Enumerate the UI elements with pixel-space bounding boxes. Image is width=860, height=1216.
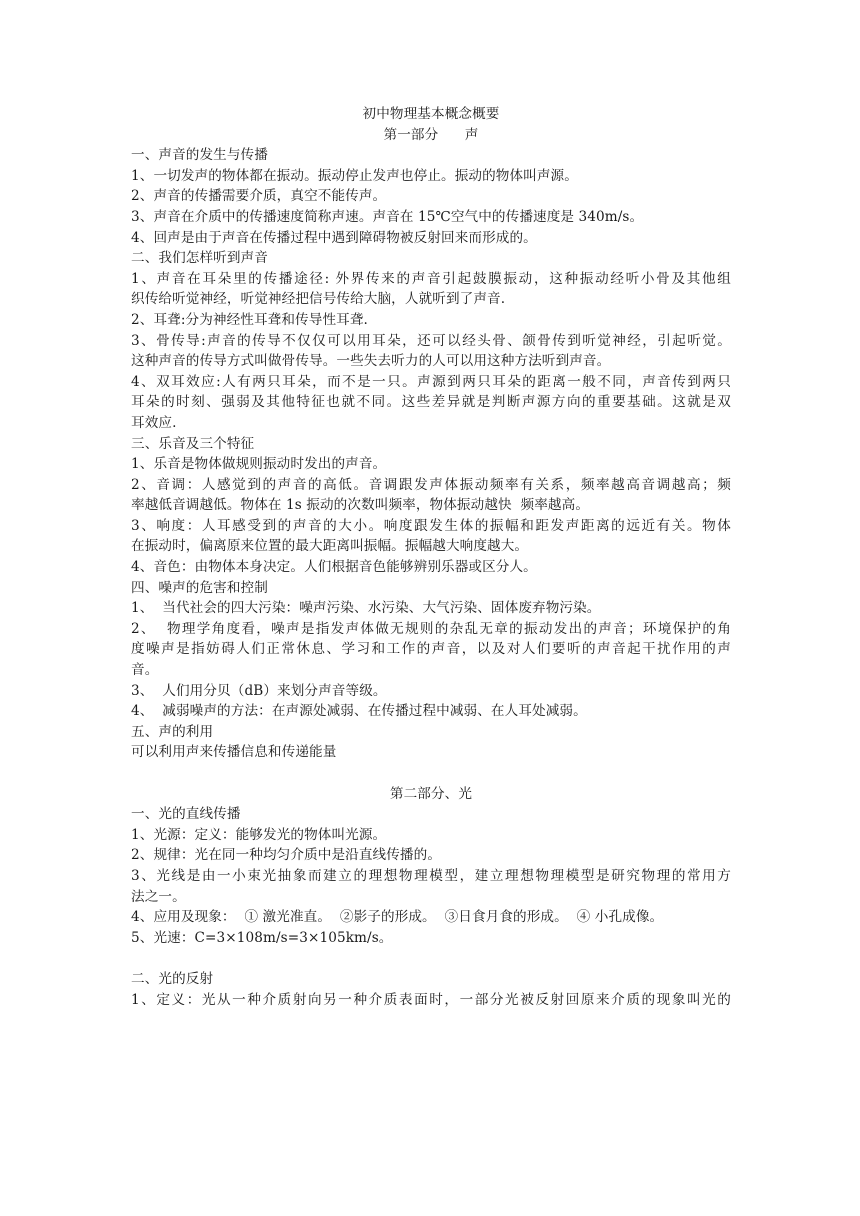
paragraph-line: 3、响度：人耳感受到的声音的大小。响度跟发生体的振幅和距发声距离的远近有关。物体 — [131, 517, 731, 534]
document-title: 初中物理基本概念概要 — [362, 106, 500, 122]
blank-line — [131, 948, 731, 969]
paragraph-line: 4、应用及现象： ① 激光准直。 ②影子的形成。 ③日食月食的形成。 ④ 小孔成像。 — [131, 909, 664, 926]
paragraph-line: 1、声音在耳朵里的传播途径: 外界传来的声音引起鼓膜振动，这种振动经听小骨及其他组 — [131, 270, 731, 287]
paragraph-line: 度噪声是指妨碍人们正常休息、学习和工作的声音，以及对人们要听的声音起干扰作用的声 — [131, 641, 731, 658]
section-heading: 五、声的利用 — [131, 723, 214, 740]
paragraph-line: 3、 人们用分贝（dB）来划分声音等级。 — [131, 682, 387, 699]
paragraph-line: 2、声音的传播需要介质，真空不能传声。 — [131, 188, 387, 205]
section-heading: 二、我们怎样听到声音 — [131, 250, 268, 267]
paragraph-line: 3、骨传导:声音的传导不仅仅可以用耳朵，还可以经头骨、颌骨传到听觉神经，引起听觉。 — [131, 332, 731, 349]
paragraph-line: 耳朵的时刻、强弱及其他特征也就不同。这些差异就是判断声源方向的重要基础。这就是双 — [131, 394, 731, 411]
paragraph-line: 1、光源：定义：能够发光的物体叫光源。 — [131, 826, 387, 843]
paragraph-line: 3、声音在介质中的传播速度简称声速。声音在 15℃空气中的传播速度是 340m/s。 — [131, 208, 644, 225]
paragraph-line: 1、一切发声的物体都在振动。振动停止发声也停止。振动的物体叫声源。 — [131, 167, 578, 184]
blank-line — [131, 763, 731, 784]
paragraph-line: 1、乐音是物体做规则振动时发出的声音。 — [131, 456, 387, 473]
paragraph-line: 率越低音调越低。物体在 1s 振动的次数叫频率，物体振动越快 频率越高。 — [131, 497, 590, 514]
section-heading: 二、光的反射 — [131, 970, 214, 987]
paragraph-line: 4、回声是由于声音在传播过程中遇到障碍物被反射回来而形成的。 — [131, 229, 537, 246]
paragraph-line: 2、规律：光在同一种均匀介质中是沿直线传播的。 — [131, 847, 442, 864]
section-heading: 三、乐音及三个特征 — [131, 435, 255, 452]
paragraph-line: 可以利用声来传播信息和传递能量 — [131, 744, 337, 761]
section-heading: 四、噪声的危害和控制 — [131, 579, 268, 596]
paragraph-line: 法之一。 — [131, 888, 186, 905]
part2-heading: 第二部分、光 — [389, 785, 473, 802]
part1-heading: 第一部分 声 — [383, 126, 479, 143]
paragraph-line: 4、双耳效应:人有两只耳朵，而不是一只。声源到两只耳朵的距离一般不同，声音传到两只 — [131, 373, 731, 390]
paragraph-line: 在振动时，偏离原来位置的最大距离叫振幅。振幅越大响度越大。 — [131, 538, 529, 555]
paragraph-line: 2、 物理学角度看，噪声是指发声体做无规则的杂乱无章的振动发出的声音；环境保护的角 — [131, 620, 731, 637]
paragraph-line: 音。 — [131, 662, 159, 679]
paragraph-line: 2、耳聋:分为神经性耳聋和传导性耳聋. — [131, 311, 368, 328]
section-heading: 一、声音的发生与传播 — [131, 147, 268, 164]
paragraph-line: 1、定义：光从一种介质射向另一种介质表面时，一部分光被反射回原来介质的现象叫光的 — [131, 991, 731, 1008]
paragraph-line: 这种声音的传导方式叫做骨传导。一些失去听力的人可以用这种方法听到声音。 — [131, 353, 611, 370]
paragraph-line: 4、音色：由物体本身决定。人们根据音色能够辨别乐器或区分人。 — [131, 559, 537, 576]
paragraph-line: 1、 当代社会的四大污染：噪声污染、水污染、大气污染、固体废弃物污染。 — [131, 600, 601, 617]
paragraph-line: 3、光线是由一小束光抽象而建立的理想物理模型，建立理想物理模型是研究物理的常用方 — [131, 867, 731, 884]
paragraph-line: 4、 减弱噪声的方法：在声源处减弱、在传播过程中减弱、在人耳处减弱。 — [131, 703, 587, 720]
paragraph-line: 耳效应. — [131, 414, 177, 431]
paragraph-line: 5、光速：C=3×108m/s=3×105km/s。 — [131, 929, 393, 946]
section-heading: 一、光的直线传播 — [131, 806, 241, 823]
paragraph-line: 织传给听觉神经，听觉神经把信号传给大脑，人就听到了声音. — [131, 291, 506, 308]
paragraph-line: 2、音调：人感觉到的声音的高低。音调跟发声体振动频率有关系，频率越高音调越高；频 — [131, 476, 731, 493]
document-page — [131, 104, 731, 1010]
